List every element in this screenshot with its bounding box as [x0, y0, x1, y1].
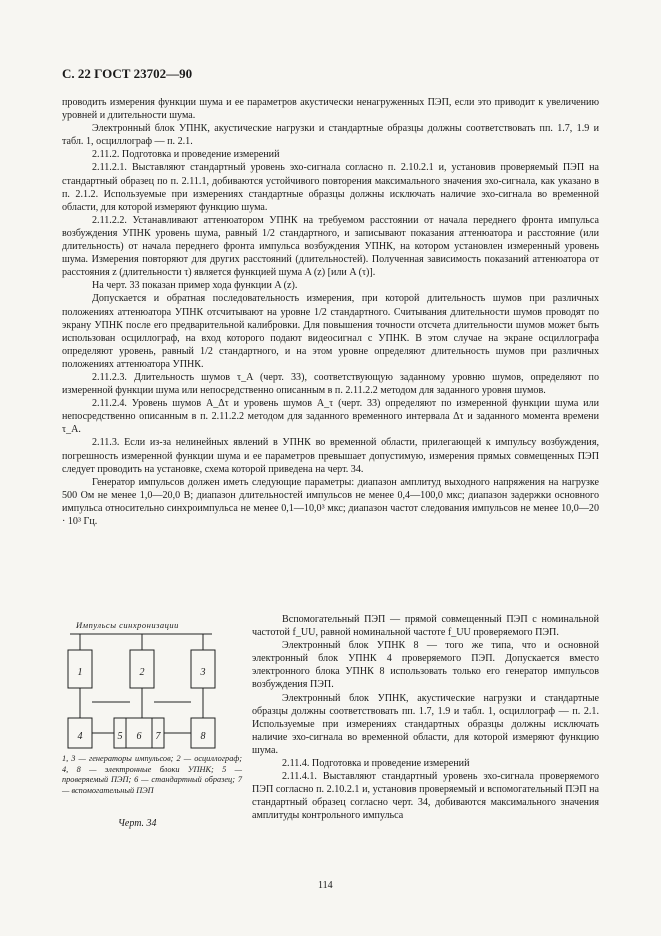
paragraph: Электронный блок УПНК, акустические нагрузки и стандартные образцы должны соответствовать пп. 1.7, 1.9 и табл. 1, осциллограф — п. 2.1. [62, 123, 599, 148]
paragraph: Электронный блок УПНК, акустические нагрузки и стандартные образцы должны соответствовать пп. 1.7, 1.9 и табл. 1, осциллограф — п. 2.1. Используемые при измерениях стандартных образцы должны исключать наличие эхо-сигнала во временной области, для которой измеряют функцию шума. [252, 692, 599, 756]
paragraph: На черт. 33 показан пример хода функции A (z). [92, 280, 298, 292]
paragraph: 2.11.2.1. Выставляют стандартный уровень эхо-сигнала согласно п. 2.10.2.1 и, установив проверяемый ПЭП на стандартный образец по п. 2.11.1, добиваются устойчивого повторения максимального значения эхо-сигнала, как указано в п. 2.1.2. Используемые при измерениях стандартные образцы должны исключать наличие эхо-сигнала во временной области, для которой измеряют функцию шума. [62, 162, 599, 213]
figure-label: Черт. 34 [118, 818, 157, 829]
page-header: С. 22 ГОСТ 23702—90 [62, 66, 193, 81]
box-label-7: 7 [155, 731, 161, 742]
figure-title: Импульсы синхронизации [76, 620, 179, 630]
figure-34 [62, 620, 244, 845]
box-label-5: 5 [117, 731, 123, 742]
box-label-6: 6 [136, 731, 142, 742]
paragraph: проводить измерения функции шума и ее параметров акустически ненагруженных ПЭП, если это приводит к увеличению уровней и длительности шума. [62, 97, 599, 122]
box-label-1: 1 [77, 667, 83, 678]
paragraph: 2.11.2.4. Уровень шумов A_Δτ и уровень шумов A_τ (черт. 33) определяют по измеренной функции шума или непосредственно описанным в п. 2.11.2.2 методом для заданного временного интервала Δτ и заданного момента времени τ_A. [62, 398, 599, 436]
paragraph: 2.11.2.2. Устанавливают аттенюатором УПНК на требуемом расстоянии от начала переднего фронта импульса возбуждения УПНК уровень шума, равный 1/2 стандартного, и записывают показания аттенюатора и расстояние (или длительность) от начала переднего фронта импульса возбуждения УПНК, на котором установлен измеренный уровень шума. Измерения повторяют для других расстояний (длительностей). Полученная зависимость показаний аттенюатора от расстояния z (длительности τ) является функцией шума A (z) [или A (τ)]. [62, 214, 599, 279]
figure-caption: 1, 3 — генераторы импульсов; 2 — осциллограф; 4, 8 — электронные блоки УПНК; 5 — проверяемый ПЭП; 6 — стандартный образец; 7 — вспомогательный ПЭП [62, 754, 242, 795]
paragraph: Генератор импульсов должен иметь следующие параметры: диапазон амплитуд выходного напряжения на нагрузке 500 Ом не менее 1,0—20,0 В; диапазон длительностей импульсов не менее 0,4—100,0 мкс; диапазон задержки основного импульса относительно синхроимпульса не менее 0,1—10,0³ мкс; диапазон частот следования импульсов не менее 10,0—20 · 10³ Гц. [62, 476, 599, 527]
page-number: 114 [318, 880, 333, 891]
box-label-2: 2 [139, 667, 145, 678]
box-label-3: 3 [200, 667, 206, 678]
box-label-8: 8 [200, 731, 206, 742]
paragraph: 2.11.4.1. Выставляют стандартный уровень эхо-сигнала проверяемого ПЭП согласно п. 2.10.2.1 и, установив проверяемый и вспомогательный ПЭП на стандартный образец согласно черт. 34, добиваются максимального значения амплитуды контрольного импульса [252, 771, 599, 822]
right-column-text [252, 613, 599, 823]
box-label-4: 4 [77, 731, 83, 742]
paragraph: 2.11.2.3. Длительность шумов τ_A (черт. 33), соответствующую заданному уровню шумов, определяют по измеренной функции шума или непосредственно описанным в п. 2.11.2.2 методом для заданного уровня шумов. [62, 371, 599, 397]
paragraph: Вспомогательный ПЭП — прямой совмещенный ПЭП с номинальной частотой f_UU, равной номинальной частоте f_UU проверяемого ПЭП. [252, 614, 599, 639]
body-text [62, 96, 599, 528]
paragraph: 2.11.2. Подготовка и проведение измерений [92, 149, 280, 161]
paragraph: Допускается и обратная последовательность измерения, при которой длительность шумов при различных положениях аттенюатора УПНК отсчитывают на уровне 1/2 стандартного. Считывания длительности шумов проводят по экрану УПНК после его предварительной калибровки. Для повышения точности отсчета длительности шумов может быть использован осциллограф, на вход которого подают видеосигнал с УПНК. В этом случае на экране осциллографа определяют уровень, равный 1/2 стандартного, и на этом уровне определяют длительность шумов при различных положениях аттенюатора УПНК. [62, 293, 599, 370]
paragraph: 2.11.4. Подготовка и проведение измерений [282, 758, 470, 770]
paragraph: Электронный блок УПНК 8 — того же типа, что и основной электронный блок УПНК 4 проверяемого ПЭП. Допускается вместо электронного блока УПНК 8 использовать только его генератор импульсов возбуждения ПЭП. [252, 640, 599, 691]
paragraph: 2.11.3. Если из-за нелинейных явлений в УПНК во временной области, прилегающей к импульсу возбуждения, погрешность измеренной функции шума и ее параметров превышает допустимую, измерения прямых совмещенных ПЭП следует проводить на установке, схема которой приведена на черт. 34. [62, 437, 599, 475]
